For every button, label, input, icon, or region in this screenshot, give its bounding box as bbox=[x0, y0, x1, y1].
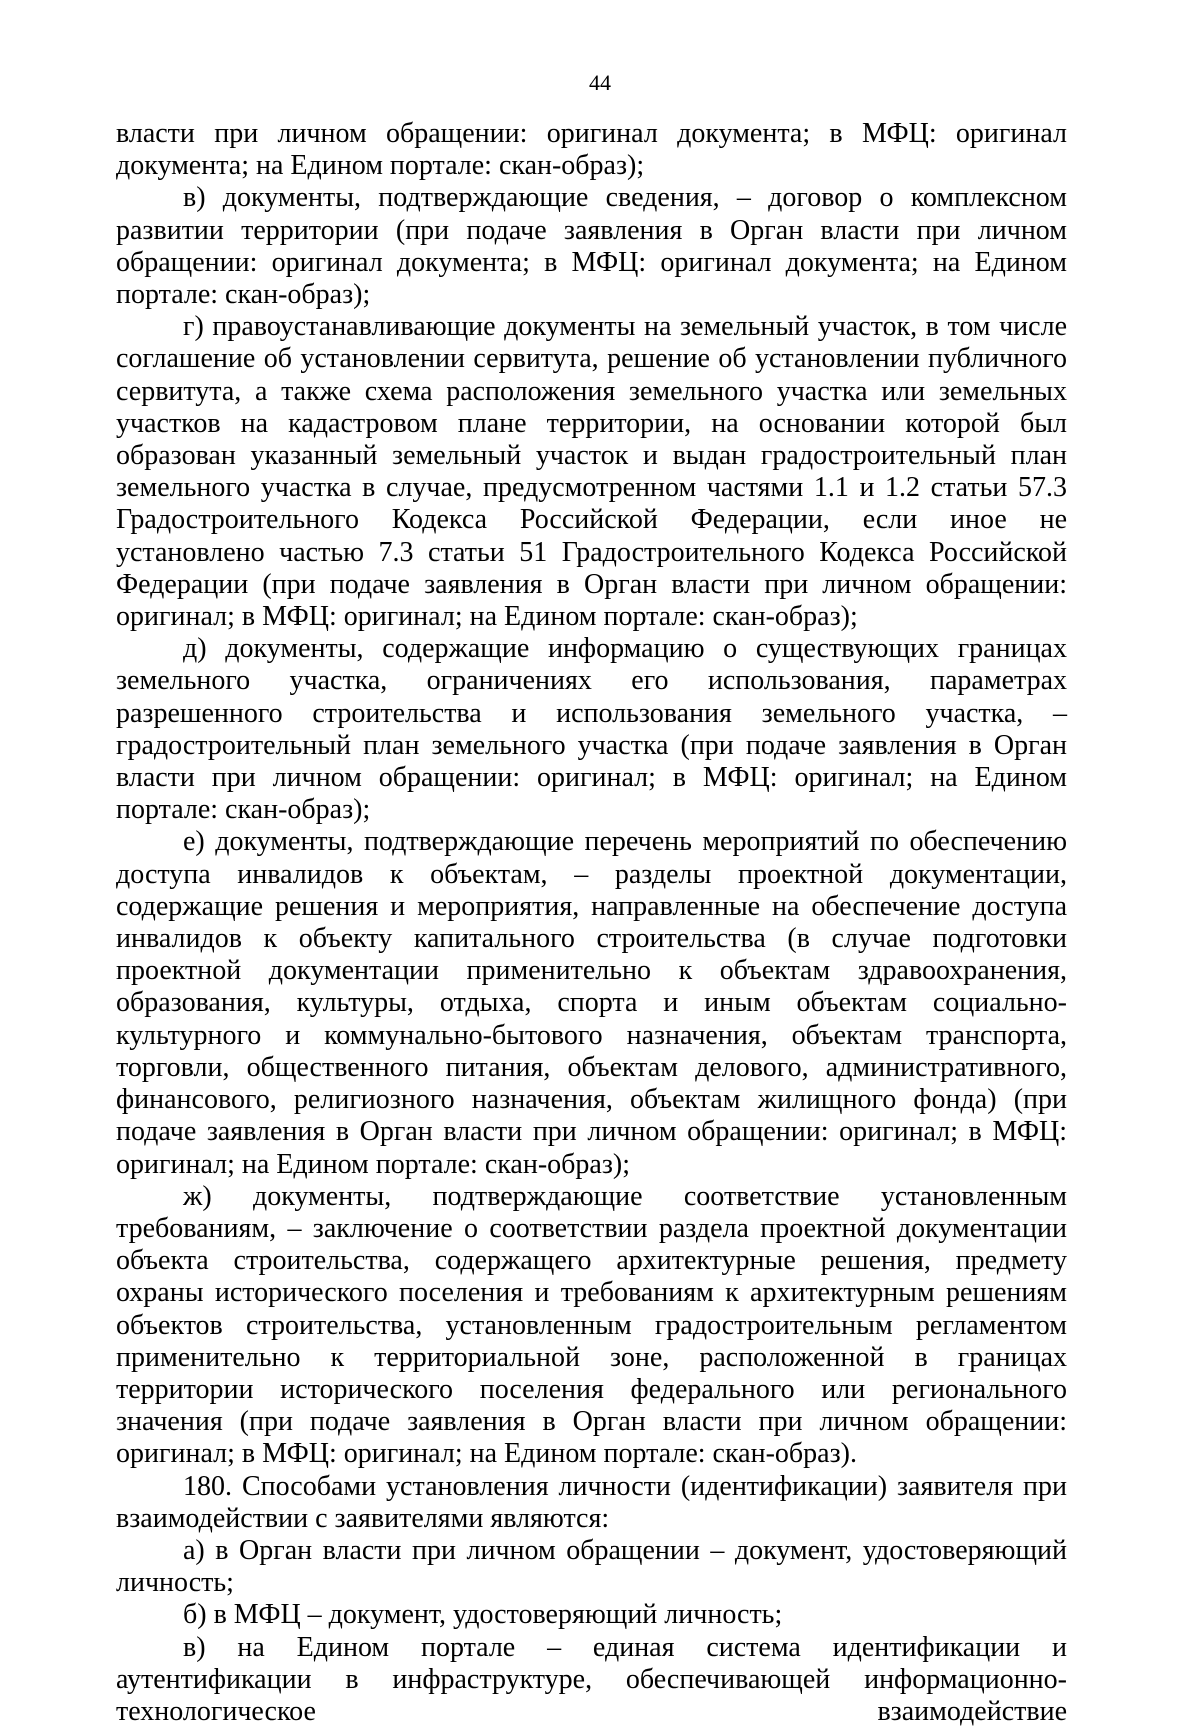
paragraph-180: 180. Способами установления личности (идентификации) заявителя при взаимодействии с заявителями являются: bbox=[116, 1470, 1067, 1534]
paragraph-item-v: в) документы, подтверждающие сведения, – договор о комплексном развитии территории (при подаче заявления в Орган власти при личном обращении: оригинал документа; в МФЦ: оригинал документа; на Едином портале: скан-образ); bbox=[116, 182, 1067, 311]
paragraph-180-a: а) в Орган власти при личном обращении – документ, удостоверяющий личность; bbox=[116, 1534, 1067, 1599]
paragraph-180-v: в) на Едином портале – единая система идентификации и аутентификации в инфраструктуре, обеспечивающей информационно-технологическое взаимодействие bbox=[116, 1631, 1067, 1727]
paragraph-item-e: е) документы, подтверждающие перечень мероприятий по обеспечению доступа инвалидов к объектам, – разделы проектной документации, содержащие решения и мероприятия, направленные на обеспечение доступа инвалидов к объекту капитального строительства (в случае подготовки проектной документации применительно к объектам здравоохранения, образования, культуры, отдыха, спорта и иным объектам социально-культурного и коммунально-бытового назначения, объектам транспорта, торговли, общественного питания, объектам делового, административного, финансового, религиозного назначения, объектам жилищного фонда) (при подаче заявления в Орган власти при личном обращении: оригинал; в МФЦ: оригинал; на Едином портале: скан-образ); bbox=[116, 826, 1067, 1180]
document-body bbox=[116, 118, 1067, 1728]
paragraph-item-g: г) правоустанавливающие документы на земельный участок, в том числе соглашение об установлении сервитута, решение об установлении публичного сервитута, а также схема расположения земельного участка или земельных участков на кадастровом плане территории, на основании которой был образован указанный земельный участок и выдан градостроительный план земельного участка в случае, предусмотренном частями 1.1 и 1.2 статьи 57.3 Градостроительного Кодекса Российской Федерации, если иное не установлено частью 7.3 статьи 51 Градостроительного Кодекса Российской Федерации (при подаче заявления в Орган власти при личном обращении: оригинал; в МФЦ: оригинал; на Едином портале: скан-образ); bbox=[116, 311, 1067, 633]
paragraph-item-zh: ж) документы, подтверждающие соответствие установленным требованиям, – заключение о соответствии раздела проектной документации объекта строительства, содержащего архитектурные решения, предмету охраны исторического поселения и требованиям к архитектурным решениям объектов строительства, установленным градостроительным регламентом применительно к территориальной зоне, расположенной в границах территории исторического поселения федерального или регионального значения (при подаче заявления в Орган власти при личном обращении: оригинал; в МФЦ: оригинал; на Едином портале: скан-образ). bbox=[116, 1180, 1067, 1470]
paragraph-180-b: б) в МФЦ – документ, удостоверяющий личность; bbox=[183, 1599, 783, 1631]
paragraph-item-d: д) документы, содержащие информацию о существующих границах земельного участка, ограничениях его использования, параметрах разрешенного строительства и использования земельного участка, – градостроительный план земельного участка (при подаче заявления в Орган власти при личном обращении: оригинал; в МФЦ: оригинал; на Едином портале: скан-образ); bbox=[116, 633, 1067, 826]
page-number: 44 bbox=[589, 70, 611, 95]
paragraph-continuation: власти при личном обращении: оригинал документа; в МФЦ: оригинал документа; на Едином портале: скан-образ); bbox=[116, 118, 1067, 182]
